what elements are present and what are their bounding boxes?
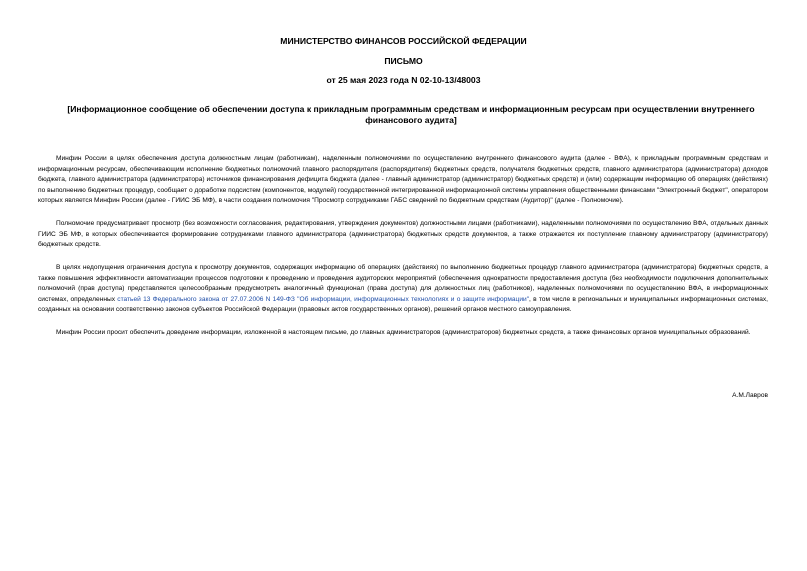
paragraph-4: Минфин России просит обеспечить доведение информации, изложенной в настоящем письме, до главных администраторов (администраторов) бюджетных средств, а также финансовых органов муниципальных образований.	[56, 329, 751, 336]
document-subject: [Информационное сообщение об обеспечении доступа к прикладным программным средствам и информационным ресурсам при осуществлении внутреннего финансового аудита]	[67, 104, 755, 125]
document-type-heading: ПИСЬМО	[384, 56, 423, 66]
paragraph-3-text-end: , в том числе в региональных и муниципальных информационных системах, созданных на основании соответственно законов субъектов Российской Федерации (правовых актов государственных органов), решений органов местного самоуправления.	[38, 295, 768, 313]
document-date-number: от 25 мая 2023 года N 02-10-13/48003	[326, 75, 481, 85]
paragraph-1: Минфин России в целях обеспечения доступа должностным лицам (работникам), наделенным полномочиями по осуществлению внутреннего финансового аудита (далее - ВФА), к прикладным программным средствам и информационным ресурсам, обеспечивающим исполнение бюджетных полномочий главного распорядителя (распорядителя) бюджетных средств, получателя бюджетных средств, главного администратора (администратора) доходов бюджета, главного администратора (администратора) источников финансирования дефицита бюджета (далее - главный администратор (администратор) бюджетных средств) и (или) содержащим информацию об операциях (действиях) по выполнению бюджетных процедур, сообщает о доработке подсистем (компонентов, модулей) государственной интегрированной информационной системы управления общественными финансами "Электронный бюджет", оператором которых является Минфин России (далее - ГИИС ЭБ МФ), в части создания полномочия "Просмотр сотрудниками ГАБС сведений по бюджетным средствам (Аудитор)" (далее - Полномочие).	[38, 155, 768, 204]
paragraph-3-text-start: В целях недопущения ограничения доступа к просмотру документов, содержащих информацию об операциях (действиях) по выполнению бюджетных процедур главного администратора (администратора) бюджетных средств, а также повышения эффективности автоматизации процессов подготовки к проведению и проведения аудиторских мероприятий (обеспечения однократности предоставления доступа (без необходимости подключения дополнительных полномочий (прав доступа) представляется целесообразным предусмотреть аналогичный функционал (права доступа) для должностных лиц (работников), наделенных полномочиями по осуществлению ВФА, в информационных системах, определенных	[38, 264, 768, 303]
paragraph-3	[38, 263, 768, 316]
signatory-name: А.М.Лавров	[732, 392, 768, 399]
ministry-heading: МИНИСТЕРСТВО ФИНАНСОВ РОССИЙСКОЙ ФЕДЕРАЦИИ	[280, 36, 527, 46]
document-body	[38, 154, 768, 351]
paragraph-2: Полномочие предусматривает просмотр (без возможности согласования, редактирования, утверждения документов) должностными лицами (работниками), наделенными полномочиями по осуществлению ВФА, отдельных данных ГИИС ЭБ МФ, в которых обеспечивается формирование сотрудниками главного администратора (администратора) бюджетных средств документов, а также отражается их поступление главному администратору (администратору) бюджетных средств.	[38, 220, 768, 248]
law-reference-link[interactable]: статьей 13 Федерального закона от 27.07.2006 N 149-ФЗ "Об информации, информационных технологиях и о защите информации"	[117, 295, 530, 303]
